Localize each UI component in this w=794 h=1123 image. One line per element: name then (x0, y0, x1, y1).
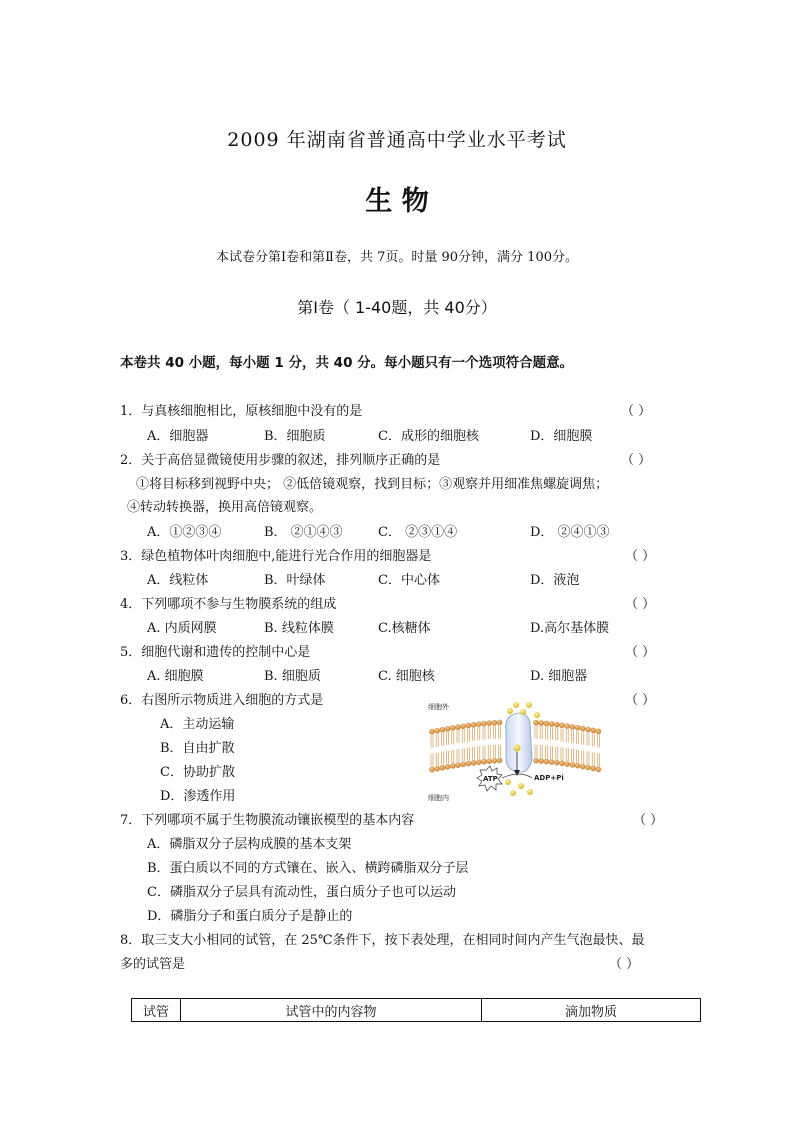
question-stem: 3．绿色植物体叶肉细胞中,能进行光合作用的细胞器是 (120, 549, 432, 564)
answer-blank: （ ） (625, 693, 656, 708)
lipid-head (435, 766, 440, 771)
lipid-head (565, 723, 570, 728)
option: B． ②①④③ (264, 525, 343, 540)
answer-blank: （ ） (625, 597, 656, 612)
lipid-head (544, 721, 549, 726)
atp-label: ATP (483, 775, 498, 783)
lipid-head (461, 762, 466, 767)
option: D． ②④①③ (530, 525, 610, 540)
option: B．叶绿体 (264, 573, 326, 588)
option: B．蛋白质以不同的方式镶在、嵌入、横跨磷脂双分子层 (147, 861, 469, 876)
exam-title: 2009 年湖南省普通高中学业水平考试 (227, 129, 567, 151)
table-header-cell: 试管中的内容物 (181, 999, 482, 1022)
option: C．中心体 (378, 573, 440, 588)
particle (513, 702, 519, 708)
lipid-head (549, 721, 554, 726)
option: A．线粒体 (147, 573, 209, 588)
lipid-head (440, 765, 445, 770)
option: D．渗透作用 (160, 789, 236, 804)
outside-label: 细胞外 (428, 703, 449, 711)
lipid-head (487, 759, 492, 764)
lipid-head (591, 766, 596, 771)
particle (505, 779, 511, 785)
inside-label: 细胞内 (428, 794, 449, 802)
lipid-head (565, 761, 570, 766)
option: C．协助扩散 (160, 765, 235, 780)
membrane-transport-figure (420, 700, 612, 804)
lipid-head (570, 762, 575, 767)
particle (518, 783, 524, 789)
lipid-head (533, 758, 538, 763)
lipid-head (570, 724, 575, 729)
lipid-head (466, 761, 471, 766)
question-stem: 4．下列哪项不参与生物膜系统的组成 (120, 597, 337, 612)
answer-blank: （ ） (621, 453, 652, 468)
option: B. 线粒体膜 (264, 621, 334, 636)
table-header-cell: 试管 (132, 999, 181, 1022)
particle (507, 708, 513, 714)
particle (520, 709, 526, 715)
lipid-head (487, 721, 492, 726)
carrier-protein (506, 713, 532, 772)
question-stem-continued: 多的试管是 (120, 957, 186, 972)
lipid-head (497, 720, 502, 725)
lipid-head (559, 761, 564, 766)
arrow-head-icon (514, 770, 520, 776)
lipid-head (445, 726, 450, 731)
lipid-head (445, 764, 450, 769)
lipid-head (497, 758, 502, 763)
option: B. 细胞质 (264, 669, 321, 684)
option: D．细胞膜 (530, 429, 593, 444)
lipid-head (481, 721, 486, 726)
lipid-head (481, 759, 486, 764)
lipid-head (580, 764, 585, 769)
option: D．液泡 (530, 573, 580, 588)
question-stem: 2．关于高倍显微镜使用步骤的叙述，排列顺序正确的是 (120, 453, 441, 468)
lipid-head (471, 722, 476, 727)
option: A．磷脂双分子层构成膜的基本支架 (147, 837, 352, 852)
option: C. 细胞核 (378, 669, 435, 684)
lipid-head (471, 760, 476, 765)
lipid-head (544, 759, 549, 764)
question-detail: ④转动转换器，换用高倍镜观察。 (127, 500, 323, 515)
lipid-head (554, 760, 559, 765)
lipid-head (440, 727, 445, 732)
particle (534, 712, 540, 718)
lipid-head (455, 763, 460, 768)
particle (527, 789, 533, 795)
option: B．自由扩散 (160, 741, 235, 756)
question-detail: ①将目标移到视野中央； ②低倍镜观察，找到目标；③观察并用细准焦螺旋调焦； (136, 477, 609, 492)
table-header-cell: 滴加物质 (482, 999, 701, 1022)
lipid-head (450, 763, 455, 768)
option: D．磷脂分子和蛋白质分子是静止的 (147, 909, 353, 924)
lipid-head (492, 720, 497, 725)
lipid-head (575, 725, 580, 730)
lipid-head (435, 728, 440, 733)
option: A．细胞器 (147, 429, 209, 444)
question-stem: 6．右图所示物质进入细胞的方式是 (120, 693, 324, 708)
lipid-head (539, 720, 544, 725)
section-instruction: 本卷共 40 小题，每小题 1 分，共 40 分。每小题只有一个选项符合题意。 (120, 355, 574, 371)
lipid-head (429, 729, 434, 734)
adp-label: ADP+Pi (534, 774, 564, 782)
lipid-head (466, 723, 471, 728)
option: A. 内质网膜 (147, 621, 217, 636)
answer-blank: （ ） (625, 549, 656, 564)
lipid-head (585, 727, 590, 732)
option: A．①②③④ (147, 525, 222, 540)
answer-blank: （ ） (621, 404, 652, 419)
lipid-head (591, 728, 596, 733)
lipid-head (455, 725, 460, 730)
lipid-head (575, 763, 580, 768)
option: A．主动运输 (160, 717, 235, 732)
option: B．细胞质 (264, 429, 326, 444)
option: A. 细胞膜 (147, 669, 204, 684)
option: C．成形的细胞核 (378, 429, 479, 444)
answer-blank: （ ） (625, 645, 656, 660)
lipid-head (539, 758, 544, 763)
lipid-head (596, 729, 601, 734)
option: C． ②③①④ (378, 525, 458, 540)
option: D. 细胞器 (530, 669, 588, 684)
option: C.核糖体 (378, 621, 431, 636)
lipid-head (596, 767, 601, 772)
lipid-head (554, 722, 559, 727)
lipid-head (492, 758, 497, 763)
answer-blank: （ ） (609, 957, 640, 972)
option: D.高尔基体膜 (530, 621, 610, 636)
lipid-head (559, 723, 564, 728)
question-stem: 1．与真核细胞相比，原核细胞中没有的是 (120, 404, 363, 419)
particle (526, 702, 532, 708)
question-stem: 8．取三支大小相同的试管，在 25℃条件下，按下表处理，在相同时间内产生气泡最快、最 (120, 933, 645, 948)
lipid-head (476, 760, 481, 765)
subject-title: 生 物 (365, 186, 429, 217)
lipid-head (476, 722, 481, 727)
particle (510, 790, 516, 796)
test-tube-table (131, 998, 701, 1022)
answer-blank: （ ） (633, 813, 664, 828)
lipid-head (461, 724, 466, 729)
lipid-head (429, 767, 434, 772)
option: C．磷脂双分子层具有流动性，蛋白质分子也可以运动 (147, 885, 456, 900)
section-title: 第Ⅰ卷（ 1-40题，共 40分） (297, 298, 497, 317)
lipid-head (585, 765, 590, 770)
lipid-head (549, 759, 554, 764)
exam-intro: 本试卷分第Ⅰ卷和第Ⅱ卷，共 7页。时量 90分钟，满分 100分。 (216, 250, 578, 265)
question-stem: 7．下列哪项不属于生物膜流动镶嵌模型的基本内容 (120, 813, 415, 828)
lipid-head (580, 726, 585, 731)
lipid-head (533, 720, 538, 725)
transported-particle (513, 744, 520, 751)
lipid-head (450, 725, 455, 730)
table-header-row (132, 999, 701, 1022)
question-stem: 5．细胞代谢和遗传的控制中心是 (120, 645, 311, 660)
